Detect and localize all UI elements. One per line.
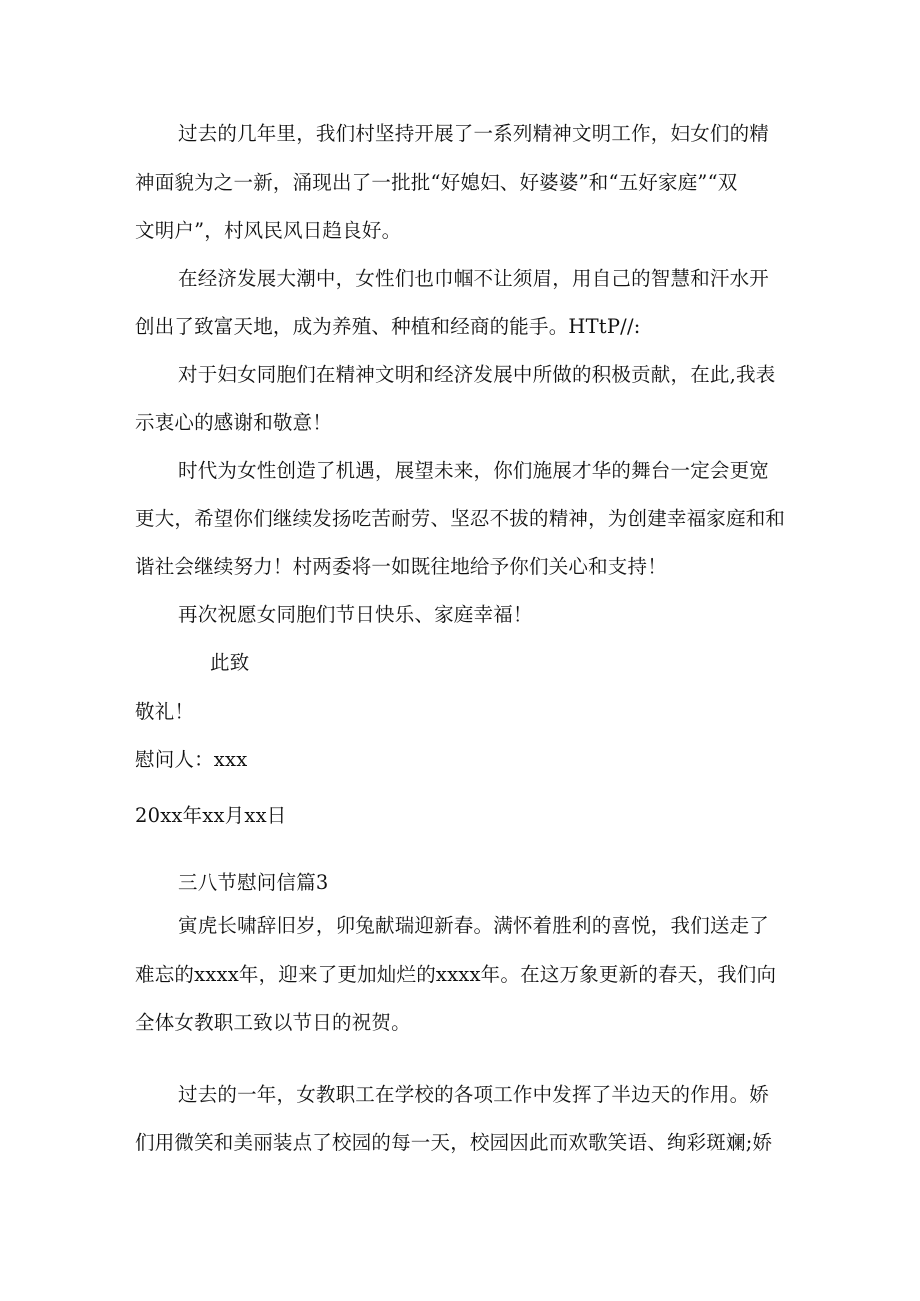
paragraph-4-line-3: 谐社会继续努力！村两委将一如既往地给予你们关心和支持！ xyxy=(135,555,667,578)
paragraph-4-line-1: 时代为女性创造了机遇，展望未来，你们施展才华的舞台一定会更宽 xyxy=(178,459,770,482)
paragraph-1-line-2: 神面貌为之一新，涌现出了一批批“好媳妇、好婆婆”和“五好家庭”“双 xyxy=(135,171,738,194)
paragraph-1-line-1: 过去的几年里，我们村坚持开展了一系列精神文明工作，妇女们的精 xyxy=(178,122,770,145)
paragraph-1-line-3: 文明户”，村风民风日趋良好。 xyxy=(135,219,402,242)
paragraph-6-line-2: 难忘的xxxx年，迎来了更加灿烂的xxxx年。在这万象更新的春天，我们向 xyxy=(135,963,777,986)
paragraph-7-line-1: 过去的一年，女教职工在学校的各项工作中发挥了半边天的作用。娇 xyxy=(178,1083,770,1106)
paragraph-3-line-1: 对于妇女同胞们在精神文明和经济发展中所做的积极贡献，在此,我表 xyxy=(178,363,776,386)
paragraph-5: 再次祝愿女同胞们节日快乐、家庭幸福！ xyxy=(178,603,533,626)
section-title: 三八节慰问信篇3 xyxy=(178,871,329,894)
closing-sender: 慰问人：xxx xyxy=(135,748,248,771)
closing-jingli: 敬礼！ xyxy=(135,700,195,723)
paragraph-7-line-2: 们用微笑和美丽装点了校园的每一天，校园因此而欢歌笑语、绚彩斑斓;娇 xyxy=(135,1131,773,1154)
paragraph-3-line-2: 示衷心的感谢和敬意！ xyxy=(135,411,333,434)
paragraph-2-line-1: 在经济发展大潮中，女性们也巾帼不让须眉，用自己的智慧和汗水开 xyxy=(178,267,770,290)
paragraph-6-line-1: 寅虎长啸辞旧岁，卯兔献瑞迎新春。满怀着胜利的喜悦，我们送走了 xyxy=(178,914,770,937)
paragraph-4-line-2: 更大，希望你们继续发扬吃苦耐劳、坚忍不拔的精神，为创建幸福家庭和和 xyxy=(135,507,786,530)
closing-date: 20xx年xx月xx日 xyxy=(135,804,287,827)
paragraph-2-line-2: 创出了致富天地，成为养殖、种植和经商的能手。HTtP//: xyxy=(135,315,641,338)
closing-cizhi: 此致 xyxy=(210,651,250,674)
paragraph-6-line-3: 全体女教职工致以节日的祝贺。 xyxy=(135,1011,411,1034)
